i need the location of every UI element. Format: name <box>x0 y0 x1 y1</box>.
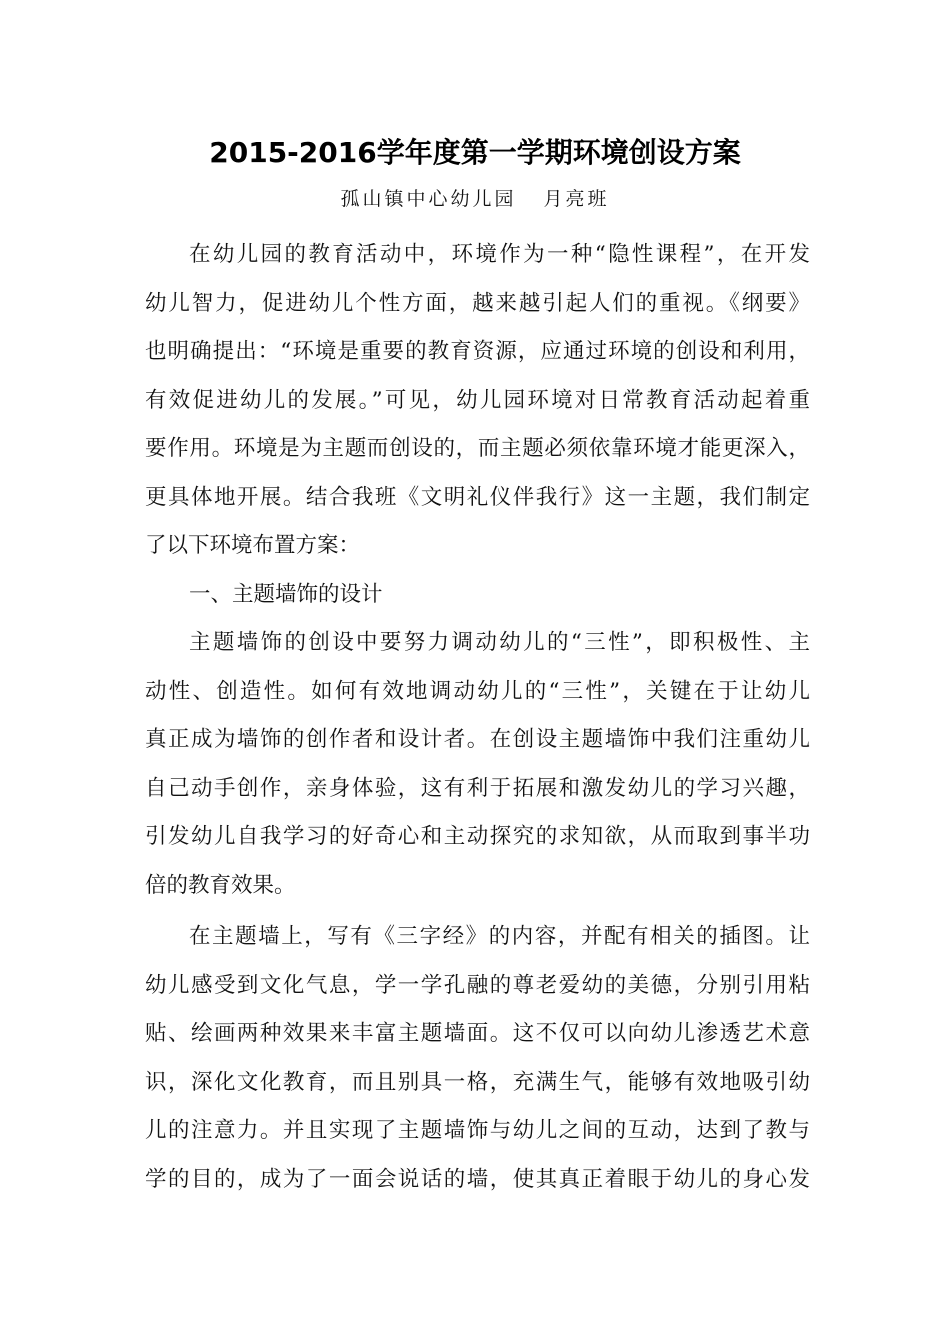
paragraph-intro <box>145 231 810 571</box>
section-heading-text: 一、主题墙饰的设计 <box>189 581 383 607</box>
text-line: 更具体地开展。结合我班《文明礼仪伴我行》这一主题，我们制定 <box>145 484 810 510</box>
text-line: 了以下环境布置方案： <box>145 533 361 558</box>
text-line: 识，深化文化教育，而且别具一格，充满生气，能够有效地吸引幼 <box>145 1069 810 1095</box>
text-line: 要作用。环境是为主题而创设的，而主题必须依靠环境才能更深入， <box>145 436 810 461</box>
paragraph-wall-design <box>145 619 810 910</box>
text-line: 动性、创造性。如何有效地调动幼儿的“三性”，关键在于让幼儿 <box>145 678 810 704</box>
document-body <box>145 231 810 1204</box>
document-subtitle: 孤山镇中心幼儿园 月亮班 <box>340 188 610 210</box>
text-line: 幼儿智力，促进幼儿个性方面，越来越引起人们的重视。《纲要》 <box>145 290 810 316</box>
text-line: 在幼儿园的教育活动中，环境作为一种“隐性课程”，在开发 <box>189 242 810 267</box>
paragraph-theme-wall <box>145 913 810 1204</box>
text-line: 在主题墙上，写有《三字经》的内容，并配有相关的插图。让 <box>189 924 810 949</box>
text-line: 真正成为墙饰的创作者和设计者。在创设主题墙饰中我们注重幼儿 <box>145 727 810 752</box>
text-line: 也明确提出：“环境是重要的教育资源，应通过环境的创设和利用， <box>145 339 810 364</box>
text-line: 学的目的，成为了一面会说话的墙，使其真正着眼于幼儿的身心发 <box>145 1166 810 1192</box>
section-heading <box>145 571 810 620</box>
text-line: 倍的教育效果。 <box>145 872 296 898</box>
text-line: 幼儿感受到文化气息，学一学孔融的尊老爱幼的美德，分别引用粘 <box>145 972 810 998</box>
text-line: 引发幼儿自我学习的好奇心和主动探究的求知欲，从而取到事半功 <box>145 824 810 849</box>
text-line: 儿的注意力。并且实现了主题墙饰与幼儿之间的互动，达到了教与 <box>145 1118 810 1143</box>
text-line: 自己动手创作，亲身体验，这有利于拓展和激发幼儿的学习兴趣， <box>145 775 810 801</box>
text-line: 主题墙饰的创设中要努力调动幼儿的“三性”，即积极性、主 <box>189 630 810 655</box>
text-line: 有效促进幼儿的发展。”可见，幼儿园环境对日常教育活动起着重 <box>145 387 810 413</box>
document-title: 2015-2016学年度第一学期环境创设方案 <box>209 136 741 169</box>
text-line: 贴、绘画两种效果来丰富主题墙面。这不仅可以向幼儿渗透艺术意 <box>145 1021 810 1046</box>
